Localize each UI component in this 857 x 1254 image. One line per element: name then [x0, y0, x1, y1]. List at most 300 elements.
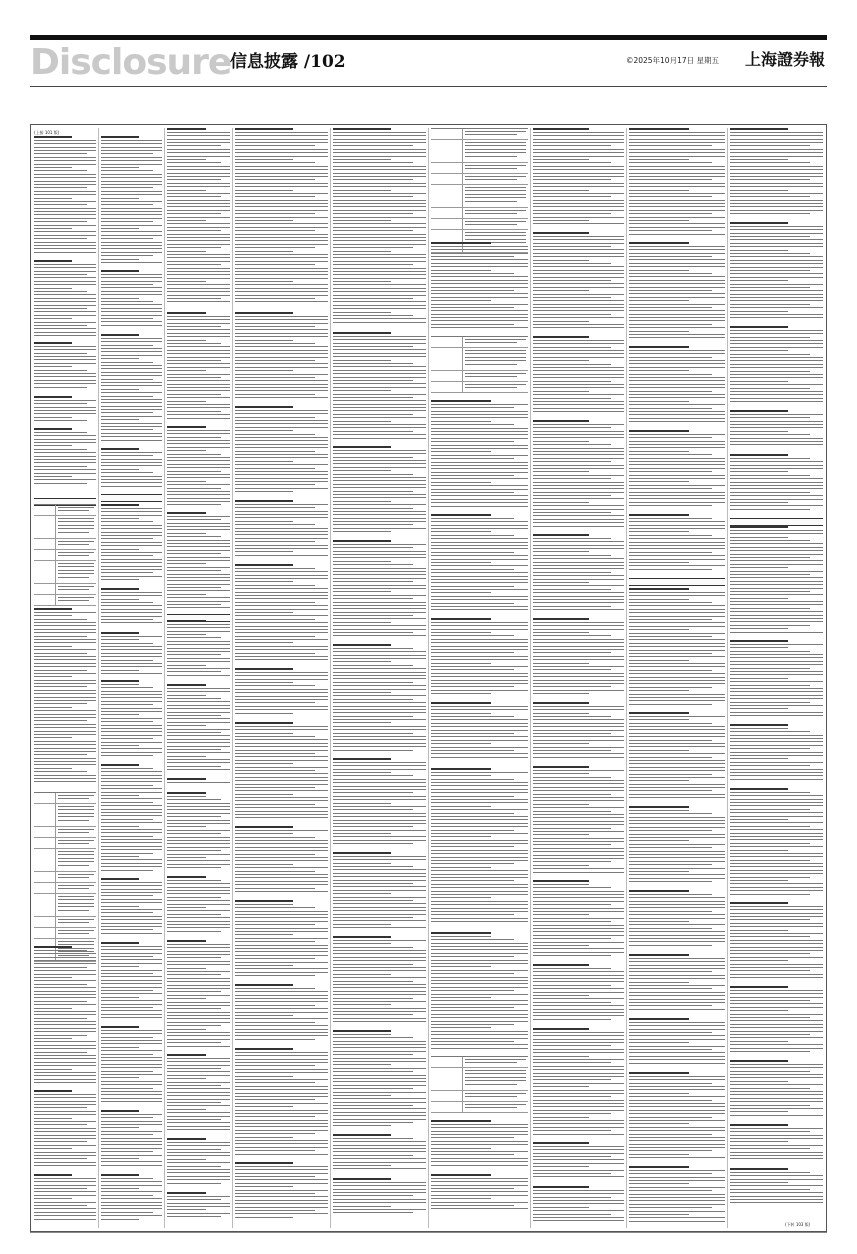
text-line	[167, 1179, 230, 1180]
text-line	[533, 1159, 624, 1160]
text-line	[167, 988, 230, 989]
text-line	[167, 1035, 230, 1036]
text-line	[533, 519, 624, 520]
text-block	[730, 986, 823, 1056]
text-line	[730, 243, 823, 244]
text-line	[167, 200, 230, 201]
text-line	[730, 250, 788, 251]
text-line	[629, 357, 712, 358]
text-line	[235, 162, 315, 163]
text-line	[34, 301, 96, 302]
text-line	[58, 521, 94, 522]
text-line	[101, 1014, 162, 1015]
text-line	[101, 1040, 162, 1041]
text-line	[333, 427, 426, 428]
text-line	[333, 843, 413, 844]
text-line	[101, 412, 153, 413]
text-line	[431, 256, 514, 257]
text-line	[235, 434, 315, 435]
text-line	[431, 918, 528, 919]
text-line	[730, 229, 823, 230]
text-line	[431, 502, 528, 503]
text-line	[533, 787, 624, 788]
text-line	[333, 244, 426, 245]
table-label-cell	[34, 804, 56, 826]
text-line	[533, 1156, 611, 1157]
text-line	[533, 343, 624, 344]
text-line	[101, 255, 153, 256]
table-label-cell	[431, 208, 463, 218]
text-line	[431, 860, 528, 861]
block-heading-line	[629, 890, 689, 892]
text-line	[629, 334, 725, 335]
text-line	[431, 531, 491, 532]
table-row	[431, 337, 528, 348]
text-line	[167, 1015, 230, 1016]
text-line	[101, 1158, 139, 1159]
text-block	[235, 564, 328, 664]
text-line	[730, 598, 788, 599]
text-block	[101, 136, 162, 266]
text-line	[629, 1029, 725, 1030]
text-line	[431, 850, 528, 851]
text-column-6	[431, 128, 528, 1228]
text-line	[58, 525, 94, 526]
text-line	[34, 953, 96, 954]
text-line	[431, 809, 528, 810]
text-line	[167, 695, 206, 696]
text-line	[730, 465, 823, 466]
text-line	[101, 231, 162, 232]
text-line	[167, 223, 230, 224]
text-line	[629, 304, 725, 305]
text-line	[730, 434, 810, 435]
text-line	[235, 1015, 293, 1016]
text-line	[431, 263, 528, 264]
text-line	[629, 975, 725, 976]
text-line	[533, 1176, 624, 1177]
text-line	[167, 914, 221, 915]
text-block	[533, 618, 624, 698]
text-line	[629, 394, 725, 395]
text-line	[235, 1096, 328, 1097]
text-line	[533, 887, 611, 888]
text-line	[58, 910, 89, 911]
text-line	[333, 625, 426, 626]
text-line	[431, 1124, 528, 1125]
text-line	[730, 374, 823, 375]
text-block	[101, 504, 162, 584]
text-line	[629, 1009, 725, 1010]
table-value-cell	[463, 1102, 528, 1112]
text-line	[101, 228, 139, 229]
text-line	[533, 236, 624, 237]
text-line	[629, 437, 712, 438]
text-line	[629, 871, 689, 872]
text-line	[730, 1003, 823, 1004]
text-line	[101, 933, 162, 934]
table-value-cell	[56, 928, 96, 938]
text-line	[101, 191, 162, 192]
text-line	[34, 1048, 96, 1049]
text-line	[235, 988, 315, 989]
text-line	[533, 169, 624, 170]
text-line	[235, 200, 328, 201]
text-line	[333, 1206, 391, 1207]
text-line	[34, 680, 96, 681]
text-line	[629, 451, 689, 452]
text-line	[629, 1154, 689, 1155]
text-line	[730, 533, 823, 534]
text-line	[167, 961, 230, 962]
text-block	[533, 766, 624, 876]
text-line	[34, 288, 72, 289]
text-line	[34, 1069, 72, 1070]
text-line	[533, 260, 589, 261]
text-line	[533, 152, 624, 153]
text-line	[629, 1204, 725, 1205]
text-line	[34, 204, 87, 205]
text-line	[167, 590, 230, 591]
text-line	[730, 940, 823, 941]
text-block	[333, 758, 426, 848]
text-line	[629, 1173, 712, 1174]
brand-disclosure: Disclosure	[30, 42, 232, 83]
text-line	[101, 465, 162, 466]
text-line	[167, 584, 230, 585]
text-line	[101, 846, 162, 847]
block-heading-line	[533, 702, 589, 704]
text-line	[235, 653, 315, 654]
text-line	[333, 1199, 426, 1200]
text-line	[235, 753, 315, 754]
text-block	[235, 1048, 328, 1158]
text-line	[167, 1149, 221, 1150]
text-line	[333, 271, 426, 272]
text-line	[333, 394, 426, 395]
text-line	[730, 287, 810, 288]
text-line	[730, 441, 823, 442]
text-line	[235, 440, 328, 441]
text-line	[235, 767, 328, 768]
text-line	[235, 319, 328, 320]
text-line	[629, 914, 725, 915]
text-line	[235, 817, 328, 818]
table-row	[34, 505, 96, 516]
text-line	[533, 411, 624, 412]
text-line	[101, 1161, 162, 1162]
text-line	[533, 599, 624, 600]
text-line	[34, 656, 96, 657]
text-line	[629, 1147, 725, 1148]
text-line	[167, 668, 230, 669]
text-line	[235, 1130, 328, 1131]
text-line	[167, 553, 221, 554]
text-line	[629, 790, 712, 791]
text-line	[431, 283, 528, 284]
text-line	[333, 264, 413, 265]
text-line	[333, 743, 426, 744]
text-line	[431, 1017, 528, 1018]
text-line	[167, 567, 230, 568]
text-line	[167, 907, 206, 908]
text-line	[34, 346, 96, 347]
text-line	[235, 646, 328, 647]
text-line	[629, 280, 725, 281]
text-line	[629, 1140, 725, 1141]
text-line	[101, 459, 162, 460]
text-line	[629, 377, 725, 378]
text-line	[167, 799, 221, 800]
text-line	[101, 187, 153, 188]
text-line	[533, 515, 624, 516]
text-line	[431, 963, 528, 964]
text-line	[235, 413, 328, 414]
table-value-cell	[463, 208, 528, 218]
text-line	[730, 647, 788, 648]
text-line	[629, 156, 725, 157]
block-heading-line	[235, 668, 293, 670]
text-line	[101, 923, 162, 924]
text-line	[235, 602, 315, 603]
text-line	[333, 554, 426, 555]
text-line	[533, 1015, 624, 1016]
text-line	[431, 894, 528, 895]
text-line	[629, 1032, 712, 1033]
text-line	[431, 1048, 528, 1049]
text-line	[533, 632, 589, 633]
text-line	[101, 728, 162, 729]
text-line	[58, 861, 94, 862]
block-heading-line	[431, 1174, 491, 1176]
text-line	[333, 514, 426, 515]
text-line	[431, 458, 514, 459]
text-line	[730, 745, 823, 746]
text-line	[629, 1150, 712, 1151]
text-line	[167, 346, 230, 347]
text-line	[431, 1024, 514, 1025]
text-line	[34, 235, 96, 236]
text-block	[629, 954, 725, 1014]
text-line	[431, 552, 514, 553]
text-line	[235, 975, 315, 976]
text-line	[167, 437, 221, 438]
text-line	[533, 985, 611, 986]
text-line	[730, 1084, 823, 1085]
text-line	[333, 166, 426, 167]
text-line	[431, 270, 491, 271]
text-line	[533, 404, 624, 405]
text-line	[333, 629, 426, 630]
text-line	[235, 340, 293, 341]
text-line	[34, 328, 96, 329]
text-line	[167, 968, 206, 969]
text-line	[167, 481, 206, 482]
text-line	[101, 416, 162, 417]
text-line	[629, 1063, 725, 1064]
text-column-4	[235, 128, 328, 1228]
text-line	[333, 551, 426, 552]
text-line	[34, 356, 96, 357]
text-line	[101, 201, 162, 202]
text-line	[34, 160, 96, 161]
text-line	[235, 514, 328, 515]
text-line	[167, 947, 230, 948]
text-line	[629, 1117, 712, 1118]
text-line	[629, 1183, 689, 1184]
text-line	[34, 625, 96, 626]
text-line	[167, 329, 230, 330]
text-line	[34, 1101, 96, 1102]
text-block	[730, 1124, 823, 1164]
text-line	[34, 208, 96, 209]
text-line	[333, 1119, 426, 1120]
text-line	[34, 1001, 87, 1002]
text-line	[730, 990, 823, 991]
text-line	[629, 552, 712, 553]
text-line	[167, 890, 230, 891]
block-heading-line	[629, 346, 689, 348]
text-line	[333, 689, 426, 690]
text-line	[730, 809, 810, 810]
text-line	[101, 1060, 162, 1061]
text-line	[533, 865, 589, 866]
text-line	[465, 210, 526, 211]
text-line	[730, 145, 810, 146]
text-line	[167, 1061, 230, 1062]
text-line	[629, 565, 725, 566]
text-line	[629, 971, 712, 972]
text-line	[235, 451, 315, 452]
text-line	[101, 214, 162, 215]
text-line	[533, 304, 624, 305]
text-line	[730, 883, 823, 884]
text-line	[101, 235, 162, 236]
text-line	[58, 877, 89, 878]
text-line	[235, 773, 328, 774]
text-line	[101, 355, 162, 356]
text-block	[333, 644, 426, 754]
text-line	[730, 880, 788, 881]
text-line	[101, 895, 153, 896]
text-line	[629, 528, 725, 529]
text-line	[34, 359, 96, 360]
text-line	[235, 254, 328, 255]
text-line	[101, 1081, 162, 1082]
text-line	[167, 1102, 221, 1103]
text-line	[34, 734, 96, 735]
text-line	[629, 1190, 712, 1191]
block-heading-line	[34, 946, 72, 948]
text-line	[333, 897, 426, 898]
text-line	[101, 832, 162, 833]
column-divider	[626, 128, 627, 1228]
text-line	[235, 907, 315, 908]
text-line	[101, 775, 162, 776]
text-line	[101, 479, 162, 480]
text-line	[167, 1002, 230, 1003]
text-line	[629, 1059, 725, 1060]
block-heading-line	[533, 128, 589, 130]
text-line	[101, 916, 162, 917]
text-line	[533, 398, 611, 399]
text-line	[533, 740, 624, 741]
text-line	[333, 1189, 426, 1190]
text-block	[730, 1060, 823, 1120]
text-line	[235, 1133, 315, 1134]
text-line	[533, 551, 589, 552]
text-line	[533, 894, 624, 895]
text-line	[431, 1148, 491, 1149]
text-line	[431, 1161, 528, 1162]
text-line	[533, 183, 624, 184]
text-line	[730, 492, 810, 493]
text-line	[101, 1117, 153, 1118]
text-line	[34, 761, 96, 762]
text-line	[101, 973, 153, 974]
text-line	[533, 780, 624, 781]
text-line	[235, 1137, 293, 1138]
text-line	[235, 938, 328, 939]
table-value-cell	[463, 140, 528, 162]
text-line	[333, 914, 426, 915]
text-line	[533, 213, 611, 214]
text-line	[167, 803, 230, 804]
text-line	[34, 1155, 96, 1156]
text-line	[101, 160, 162, 161]
text-line	[431, 956, 514, 957]
text-line	[431, 525, 528, 526]
text-line	[730, 314, 823, 315]
text-block	[730, 640, 823, 720]
text-line	[167, 367, 230, 368]
text-line	[101, 691, 162, 692]
text-line	[235, 649, 328, 650]
text-line	[167, 648, 230, 649]
text-line	[431, 438, 528, 439]
text-line	[58, 829, 94, 830]
table-row	[34, 872, 96, 883]
block-heading-line	[533, 1028, 589, 1030]
text-line	[333, 789, 426, 790]
text-line	[431, 1198, 491, 1199]
text-line	[730, 1131, 810, 1132]
text-line	[167, 951, 230, 952]
issue-date: ©2025年10月17日 星期五	[625, 56, 719, 65]
text-line	[333, 470, 391, 471]
text-line	[629, 687, 712, 688]
text-line	[431, 417, 528, 418]
text-line	[167, 360, 221, 361]
text-line	[333, 1141, 426, 1142]
text-line	[167, 230, 221, 231]
text-line	[533, 1193, 624, 1194]
text-line	[533, 465, 624, 466]
text-line	[730, 752, 823, 753]
text-line	[235, 152, 328, 153]
text-line	[629, 414, 725, 415]
text-line	[333, 1202, 426, 1203]
text-line	[333, 200, 426, 201]
text-line	[431, 576, 528, 577]
text-line	[333, 1108, 426, 1109]
text-line	[333, 183, 426, 184]
text-line	[235, 615, 328, 616]
text-line	[465, 373, 526, 374]
table-label-cell	[431, 174, 463, 184]
text-line	[533, 652, 611, 653]
text-line	[431, 404, 528, 405]
